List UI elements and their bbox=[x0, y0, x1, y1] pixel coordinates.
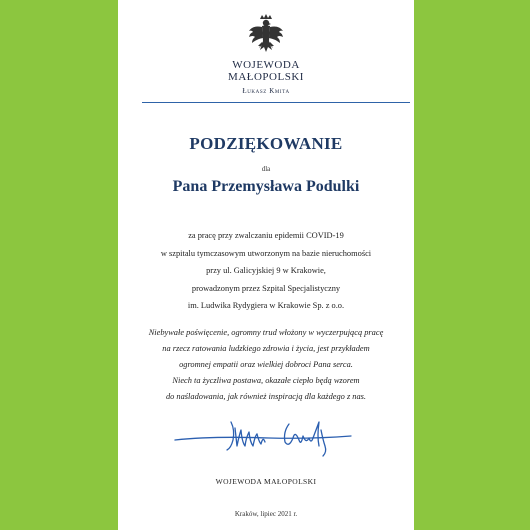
body-line: w szpitalu tymczasowym utworzonym na bazie nieruchomości bbox=[160, 248, 372, 258]
header-divider bbox=[142, 102, 410, 103]
body-line: przy ul. Galicyjskiej 9 w Krakowie, bbox=[206, 266, 326, 275]
body-paragraph-1 bbox=[118, 227, 414, 315]
polish-eagle-icon bbox=[247, 13, 285, 57]
place-and-date: Kraków, lipiec 2021 r. bbox=[234, 510, 298, 518]
body-line: na rzecz ratowania ludzkiego zdrowia i życia, jest przykładem bbox=[162, 344, 370, 353]
office-title-line2: MAŁOPOLSKI bbox=[228, 71, 304, 83]
office-holder-name: Łukasz Kmita bbox=[242, 87, 290, 95]
handwritten-signature bbox=[173, 416, 353, 460]
certificate-page bbox=[118, 0, 414, 530]
body-paragraph-2 bbox=[118, 325, 414, 405]
office-title-line1: WOJEWODA bbox=[232, 59, 300, 71]
body-line: za pracę przy zwalczaniu epidemii COVID-19 bbox=[188, 231, 344, 240]
body-line: im. Ludwika Rydygiera w Krakowie Sp. z o.o. bbox=[187, 301, 345, 310]
for-word: dla bbox=[261, 165, 271, 173]
body-line: ogromnej empatii oraz wielkiej dobroci Pana serca. bbox=[179, 360, 353, 369]
body-line: Niebywałe poświęcenie, ogromny trud włożony w wyczerpującą pracę bbox=[148, 328, 384, 337]
signatory-title: WOJEWODA MAŁOPOLSKI bbox=[215, 477, 317, 486]
document-title: PODZIĘKOWANIE bbox=[189, 134, 343, 153]
recipient-name: Pana Przemysława Podulki bbox=[172, 178, 360, 195]
body-line: prowadzonym przez Szpital Specjalistyczny bbox=[191, 283, 341, 293]
body-line: do naśladowania, jak również inspiracją dla każdego z nas. bbox=[165, 392, 367, 401]
body-line: Niech ta życzliwa postawa, okazałe ciepło będą wzorem bbox=[172, 376, 360, 385]
